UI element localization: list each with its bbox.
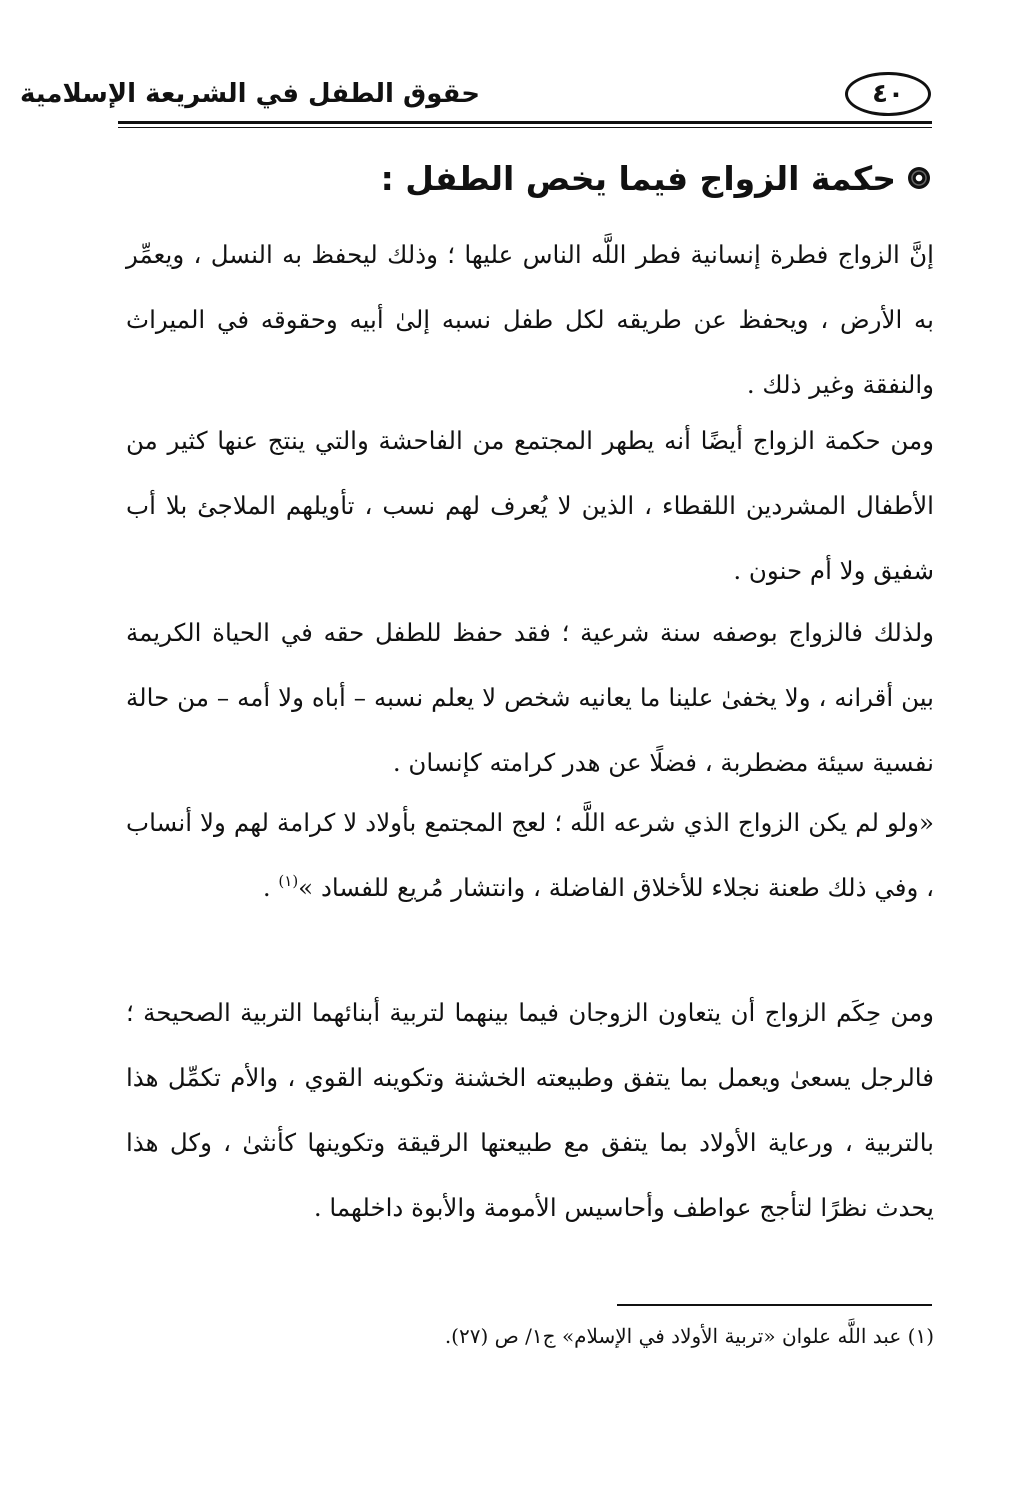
paragraph-5: ومن حِكَم الزواج أن يتعاون الزوجان فيما بينهما لتربية أبنائهما التربية الصحيحة ؛ فالرجل يسعىٰ ويعمل بما يتفق وطبيعته الخشنة وتكوينه القوي ، والأم تكمِّل هذا بالتربية ، ورعاية الأولاد بما يتفق مع طبيعتها الرقيقة وتكوينها كأنثىٰ ، وكل هذا يحدث نظرًا لتأجج عواطف وأحاسيس الأمومة والأبوة داخلهما . xyxy=(126,998,934,1222)
footnote-separator xyxy=(617,1304,932,1306)
page-number: ٤٠ xyxy=(872,79,904,109)
footnote: (١) عبد اللَّه علوان «تربية الأولاد في الإسلام» ج١/ ص (٢٧). xyxy=(444,1324,934,1348)
paragraph-4-text: «ولو لم يكن الزواج الذي شرعه اللَّه ؛ لعج المجتمع بأولاد لا كرامة لهم ولا أنساب ، وفي ذلك طعنة نجلاء للأخلاق الفاضلة ، وانتشار مُريع للفساد » xyxy=(126,808,934,902)
ornamental-bullet-icon xyxy=(908,167,930,189)
running-title: حقوق الطفل في الشريعة الإسلامية xyxy=(19,79,480,109)
header-rule-thin xyxy=(118,127,932,128)
paragraph-4 xyxy=(126,790,934,920)
footnote-reference[interactable]: (١) xyxy=(278,872,299,890)
page-number-badge xyxy=(845,72,931,116)
paragraph-3: ولذلك فالزواج بوصفه سنة شرعية ؛ فقد حفظ للطفل حقه في الحياة الكريمة بين أقرانه ، ولا يخفىٰ علينا ما يعانيه شخص لا يعلم نسبه – أباه ولا أمه – من حالة نفسية سيئة مضطربة ، فضلًا عن هدر كرامته كإنسان . xyxy=(126,618,934,777)
paragraph-2: ومن حكمة الزواج أيضًا أنه يطهر المجتمع من الفاحشة والتي ينتج عنها كثير من الأطفال المشردين اللقطاء ، الذين لا يُعرف لهم نسب ، تأويلهم الملاجئ بلا أب شفيق ولا أم حنون . xyxy=(126,426,934,585)
paragraph-1: إنَّ الزواج فطرة إنسانية فطر اللَّه الناس عليها ؛ وذلك ليحفظ به النسل ، ويعمِّر به الأرض ، ويحفظ عن طريقه لكل طفل نسبه إلىٰ أبيه وحقوقه في الميراث والنفقة وغير ذلك . xyxy=(126,240,934,399)
section-heading-text: حكمة الزواج فيما يخص الطفل : xyxy=(380,159,896,198)
header-rule-thick xyxy=(118,121,932,124)
paragraph-4-end: . xyxy=(262,873,279,902)
section-heading xyxy=(380,154,930,204)
